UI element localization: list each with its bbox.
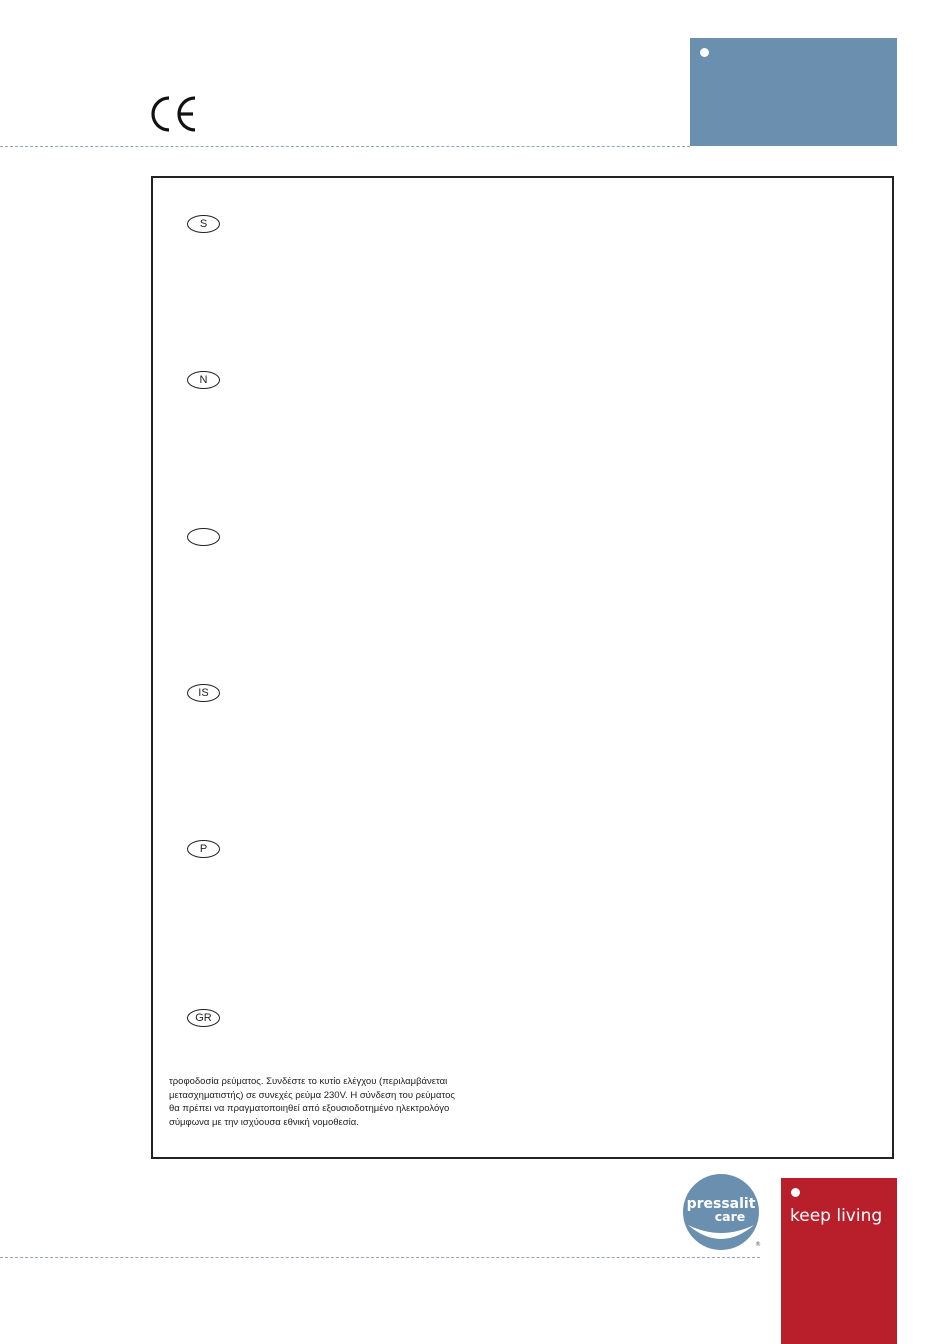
tagline: keep living [790, 1206, 883, 1226]
language-badge-n: N [187, 371, 220, 389]
content-frame [151, 176, 894, 1159]
ce-mark-icon [150, 94, 198, 134]
svg-text:care: care [714, 1209, 746, 1224]
header-accent-block [690, 38, 897, 146]
language-badge-empty [187, 528, 220, 546]
language-badge-s: S [187, 215, 220, 233]
greek-instruction-text [169, 1075, 509, 1129]
footer-divider [0, 1257, 760, 1258]
svg-text:®: ® [755, 1241, 761, 1248]
greek-line: σύμφωνα με την ισχύουσα εθνική νομοθεσία. [169, 1116, 359, 1128]
svg-text:pressalit: pressalit [686, 1196, 756, 1212]
pressalit-care-logo [682, 1173, 764, 1253]
greek-line: θα πρέπει να πραγματοποιηθεί από εξουσιοδοτημένο ηλεκτρολόγο [169, 1103, 450, 1114]
greek-line: τροφοδοσία ρεύματος. Συνδέστε το κυτίο ελέγχου (περιλαμβάνεται [169, 1076, 448, 1087]
header-divider [0, 146, 690, 147]
header-bullet-icon [700, 48, 709, 57]
language-badge-p: P [187, 840, 220, 858]
greek-line: μετασχηματιστής) σε συνεχές ρεύμα 230V. Η σύνδεση του ρεύματος [169, 1089, 455, 1101]
footer-bullet-icon [791, 1188, 800, 1197]
language-badge-gr: GR [187, 1009, 220, 1027]
language-badge-is: IS [187, 684, 220, 702]
keep-living-block [781, 1178, 897, 1344]
